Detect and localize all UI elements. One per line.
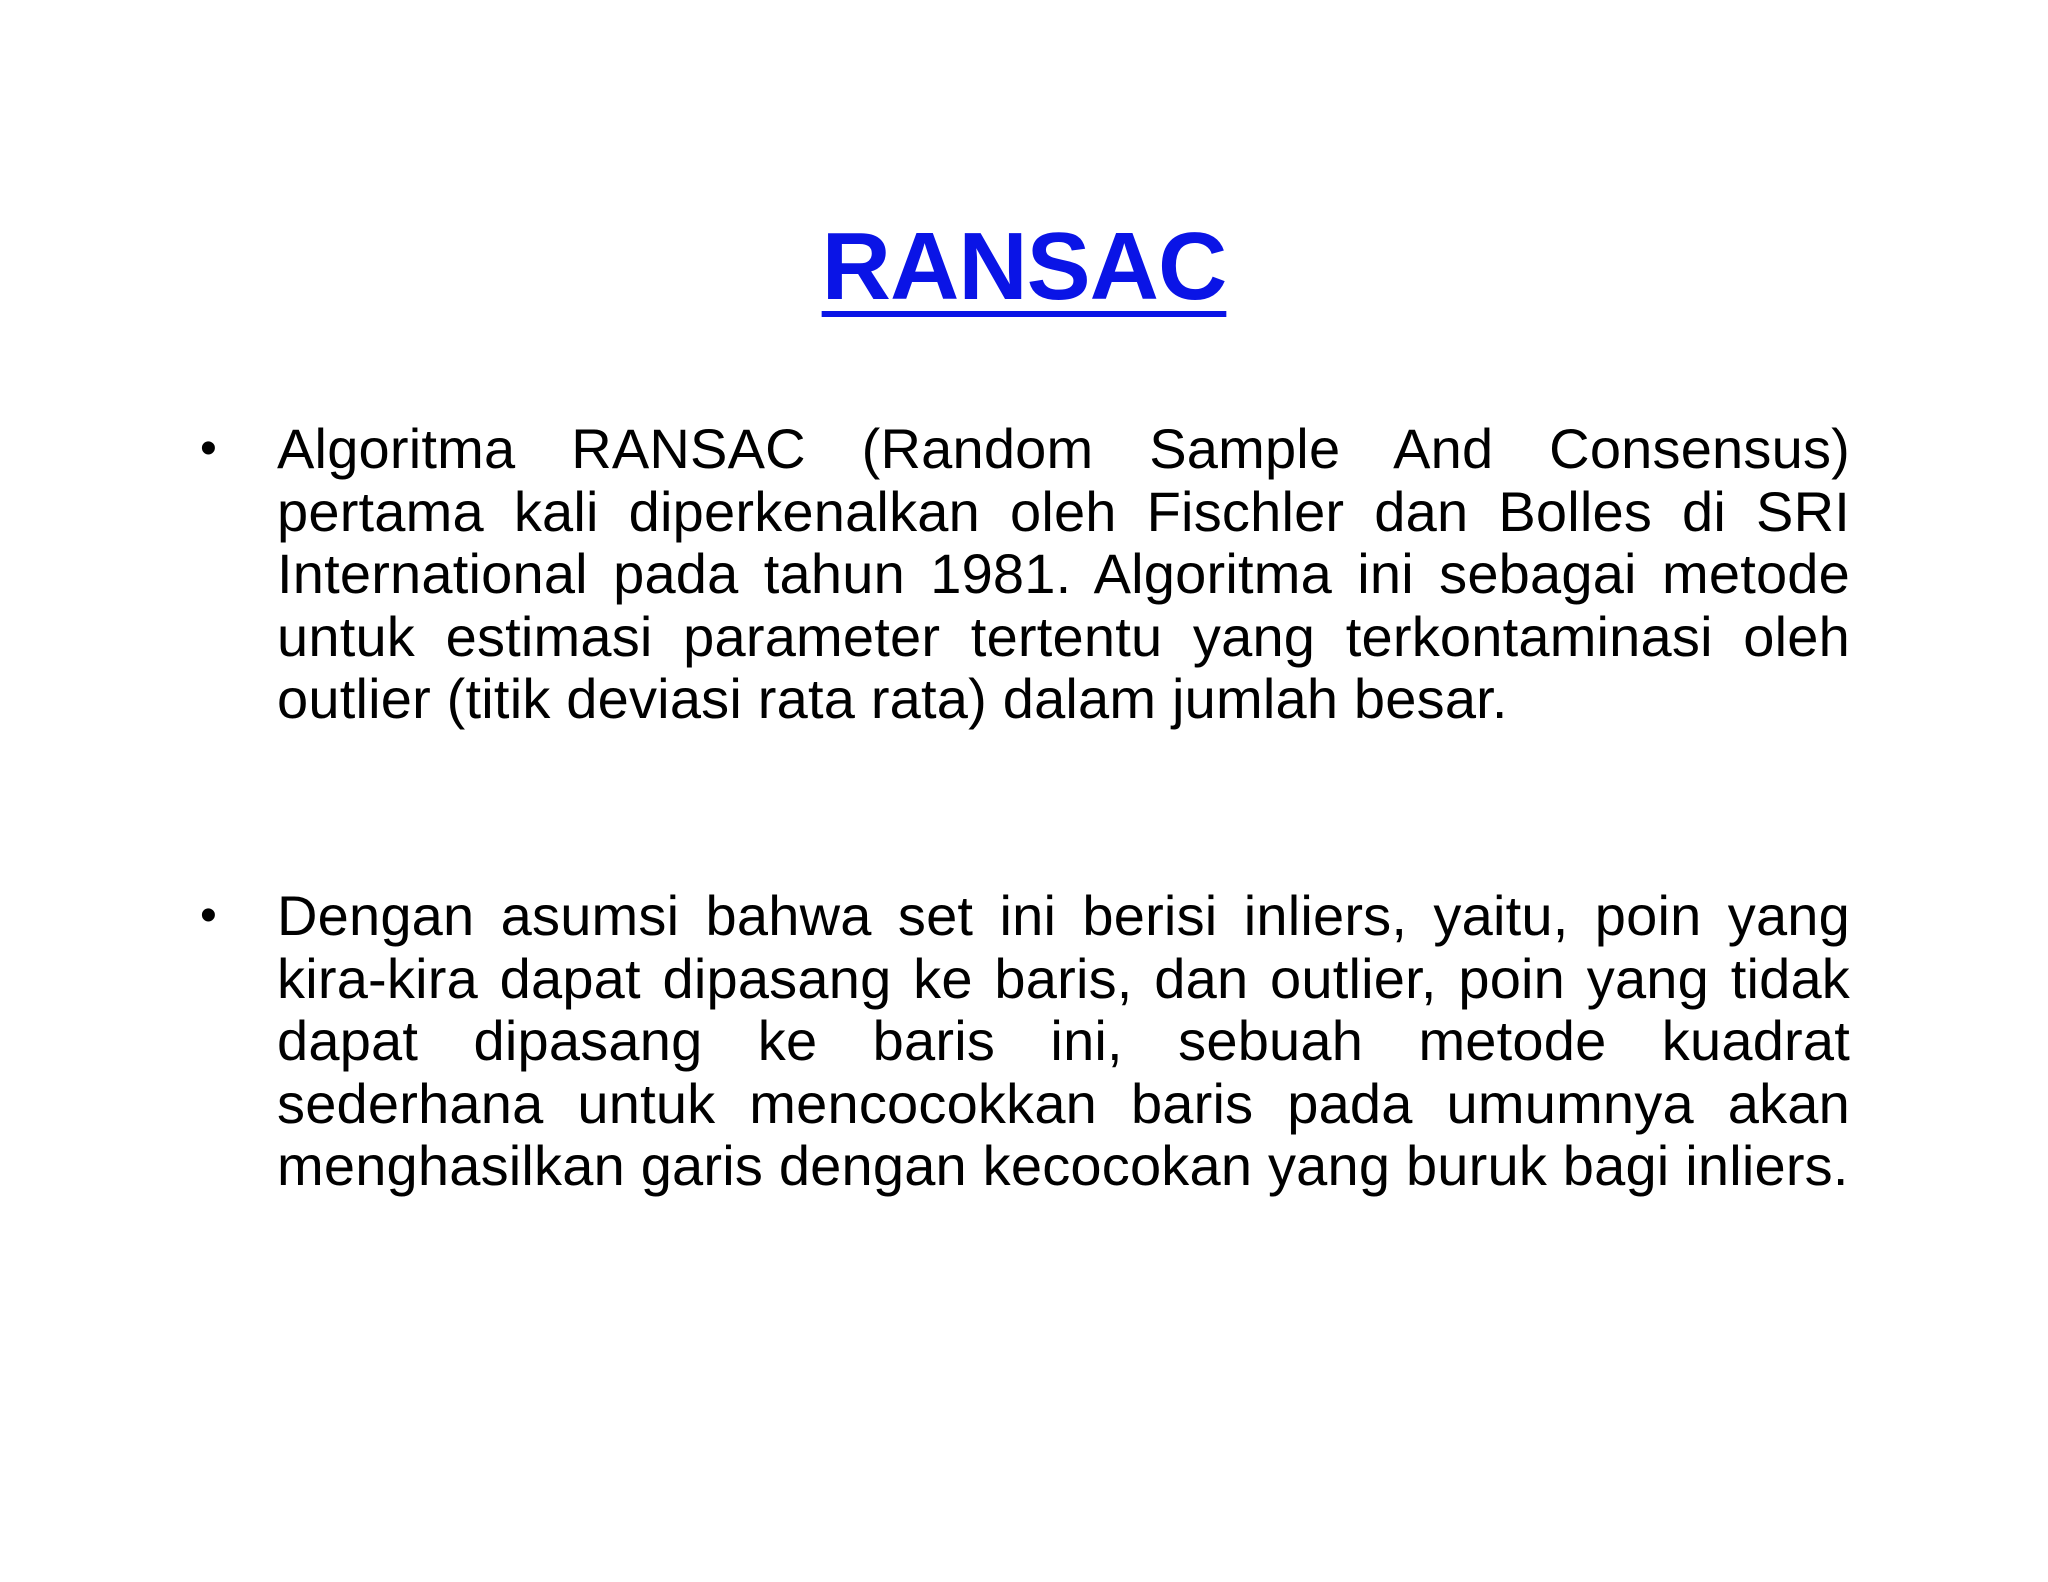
bullet-text: Algoritma RANSAC (Random Sample And Consensus) pertama kali diperkenalkan oleh Fischler dan Bolles di SRI International pada tahun 1981. Algoritma ini sebagai metode untuk estimasi parameter tertentu yang terkontaminasi oleh outlier (titik deviasi rata rata) dalam jumlah besar.: [277, 417, 1850, 730]
bullet-dot-icon: •: [200, 422, 217, 475]
bullet-dot-icon: •: [200, 889, 217, 942]
bullet-text: Dengan asumsi bahwa set ini berisi inliers, yaitu, poin yang kira-kira dapat dipasang ke baris, dan outlier, poin yang tidak dapat dipasang ke baris ini, sebuah metode kuadrat sederhana untuk mencocokkan baris pada umumnya akan menghasilkan garis dengan kecocokan yang buruk bagi inliers.: [277, 884, 1850, 1197]
slide-title: [0, 212, 2048, 322]
slide-title-text: RANSAC: [821, 213, 1227, 320]
